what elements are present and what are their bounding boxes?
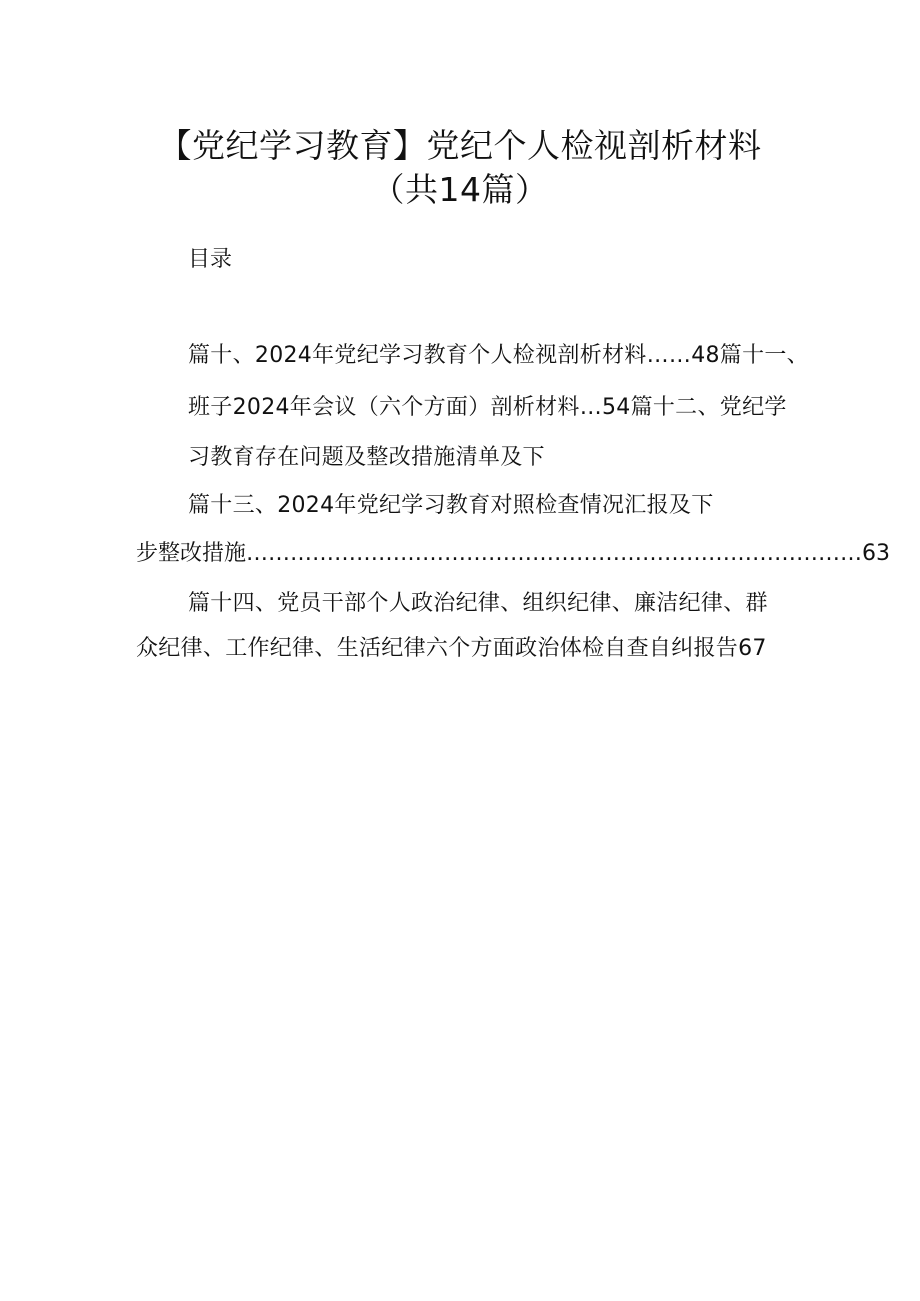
document-title-line-1: 【党纪学习教育】党纪个人检视剖析材料 [158,126,762,165]
toc-line-7[interactable]: 众纪律、工作纪律、生活纪律六个方面政治体检自查自纠报告67 [136,636,767,661]
document-title-line-2: （共14篇） [371,170,549,209]
toc-line-2[interactable]: 班子2024年会议（六个方面）剖析材料…54篇十二、党纪学 [188,395,787,420]
toc-line-6[interactable]: 篇十四、党员干部个人政治纪律、组织纪律、廉洁纪律、群 [188,591,768,616]
toc-heading: 目录 [188,247,233,272]
toc-line-5[interactable]: 步整改措施…………………………………………………………………………63 [136,541,890,566]
toc-line-4[interactable]: 篇十三、2024年党纪学习教育对照检查情况汇报及下 [188,493,714,518]
toc-line-3[interactable]: 习教育存在问题及整改措施清单及下 [188,445,545,470]
toc-line-1[interactable]: 篇十、2024年党纪学习教育个人检视剖析材料……48篇十一、 [188,343,809,368]
